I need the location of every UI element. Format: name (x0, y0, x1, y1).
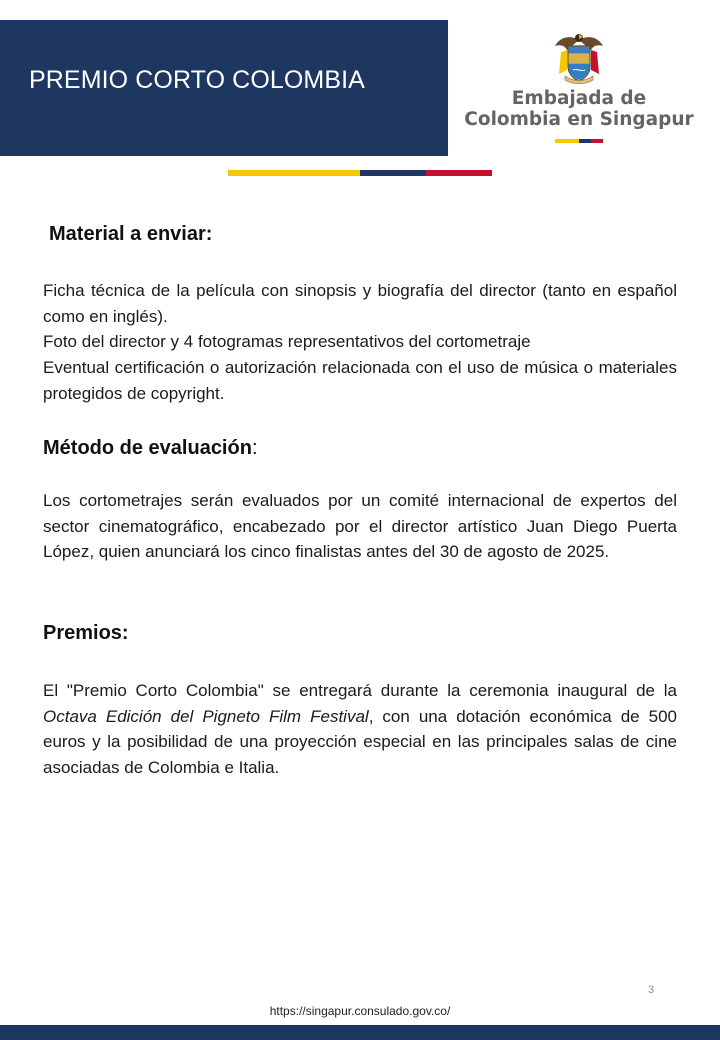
flag-red-segment (591, 139, 603, 143)
flag-red-segment (426, 170, 492, 176)
evaluation-heading-colon: : (251, 437, 258, 459)
prizes-paragraph (43, 678, 677, 781)
evaluation-heading (43, 437, 258, 460)
material-item: Foto del director y 4 fotogramas representativos del cortometraje (43, 332, 531, 352)
material-item: Eventual certificación o autorización relacionada con el uso de música o materiales protegidos de copyright. (43, 358, 677, 403)
material-item: Ficha técnica de la película con sinopsis y biografía del director (tanto en español como en inglés). (43, 281, 677, 326)
material-heading: Material a enviar: (49, 223, 213, 245)
evaluation-heading-text: Método de evaluación (43, 437, 252, 459)
evaluation-paragraph: Los cortometrajes serán evaluados por un comité internacional de expertos del sector cinematográfico, encabezado por el director artístico Juan Diego Puerta López, quien anunciará los cinco finalistas antes del 30 de agosto de 2025. (43, 491, 677, 562)
material-list (43, 278, 677, 407)
flag-yellow-segment (555, 139, 579, 143)
prizes-text (43, 678, 677, 781)
evaluation-text (43, 488, 677, 565)
page-title: PREMIO CORTO COLOMBIA (29, 66, 365, 94)
flag-blue-segment (579, 139, 591, 143)
prizes-text-end: , con una dotación económica de 500 euros y la posibilidad de una proyección especial en las principales salas de cine asociadas de Colombia e Italia. (43, 706, 678, 778)
flag-blue-segment (360, 170, 426, 176)
flag-divider-bar (228, 170, 492, 176)
embassy-flag-stripe (555, 139, 603, 143)
footer-url[interactable]: https://singapur.consulado.gov.co/ (269, 1004, 451, 1018)
flag-yellow-segment (228, 170, 360, 176)
colombia-coat-of-arms-icon (553, 30, 605, 86)
prizes-text-start: El "Premio Corto Colombia" se entregará durante la ceremonia inaugural de la (43, 681, 677, 700)
footer-band (0, 1025, 720, 1040)
page-number: 3 (648, 984, 655, 996)
embassy-name-line1: Embajada de (511, 88, 647, 109)
festival-name: Octava Edición del Pigneto Film Festival (43, 706, 369, 726)
prizes-heading: Premios: (43, 622, 129, 644)
embassy-name (456, 88, 702, 130)
embassy-name-line2: Colombia en Singapur (464, 109, 694, 130)
